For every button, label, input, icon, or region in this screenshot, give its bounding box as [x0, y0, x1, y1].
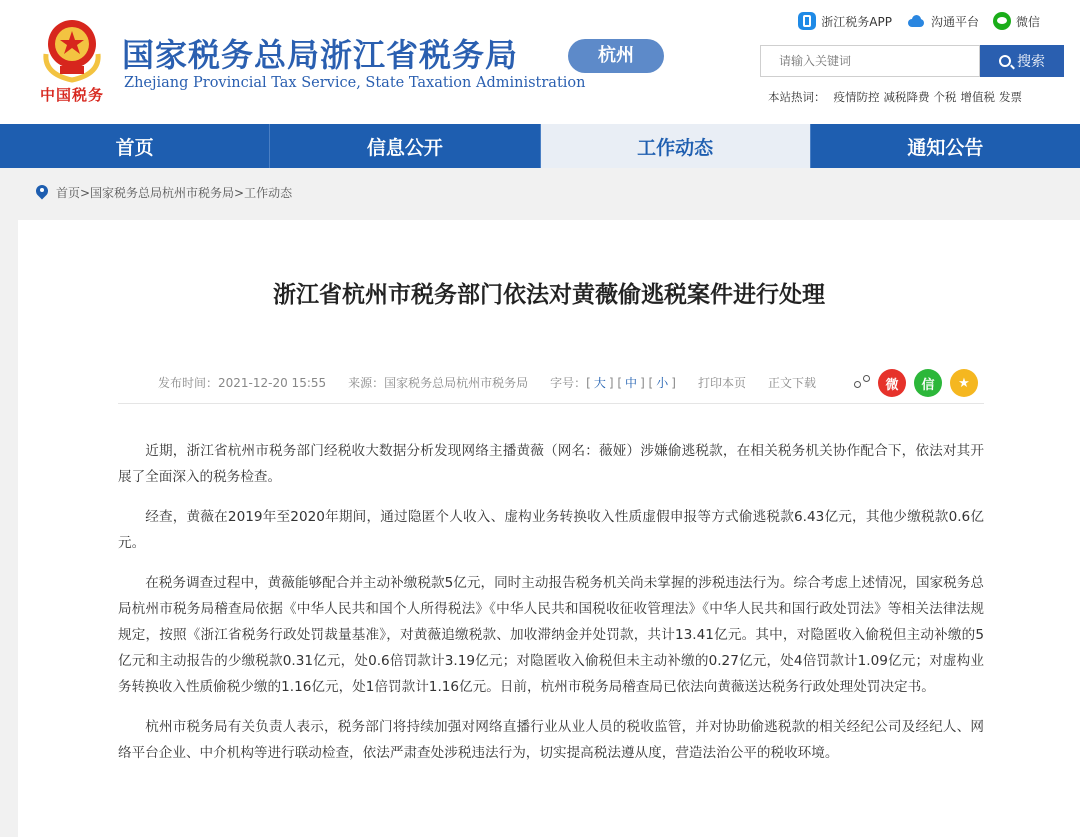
share-bar [854, 369, 978, 397]
favorite-star-icon[interactable]: ★ [950, 369, 978, 397]
article-paragraph: 杭州市税务局有关负责人表示，税务部门将持续加强对网络直播行业从业人员的税收监管，并对协助偷逃税款的相关经纪公司及经纪人、网络平台企业、中介机构等进行联动检查，依法严肃查处涉税违法行为，切实提高税法遵从度，营造法治公平的税收环境。 [118, 719, 984, 761]
hot-word-link[interactable]: 增值税 [960, 90, 995, 104]
search-icon [999, 55, 1011, 67]
share-icon [854, 375, 870, 391]
article-source: 来源：国家税务总局杭州市税务局 [348, 376, 529, 390]
top-link-app[interactable] [798, 12, 892, 30]
cloud-icon [906, 14, 926, 28]
wechat-icon [993, 12, 1011, 30]
wechat-share-icon[interactable]: 信 [914, 369, 942, 397]
hot-word-link[interactable]: 疫情防控 [833, 90, 880, 104]
article-body [118, 438, 984, 780]
hot-words-label: 本站热词： [768, 90, 826, 104]
download-link[interactable]: 正文下载 [767, 376, 816, 390]
nav-item-notices[interactable]: 通知公告 [907, 136, 984, 159]
top-link-label: 浙江税务APP [821, 14, 892, 29]
tax-emblem-icon [38, 14, 106, 84]
publish-time: 发布时间：2021-12-20 15:55 [158, 376, 327, 390]
main-nav [0, 124, 1080, 168]
top-link-label: 沟通平台 [930, 14, 979, 29]
top-links [798, 12, 1040, 30]
hot-word-link[interactable]: 个税 [933, 90, 957, 104]
search-button-label: 搜索 [1017, 54, 1045, 70]
hot-word-link[interactable]: 减税降费 [883, 90, 930, 104]
breadcrumb [36, 184, 292, 201]
location-pin-icon [36, 185, 48, 200]
print-link[interactable]: 打印本页 [697, 376, 746, 390]
phone-app-icon [798, 12, 816, 30]
site-title[interactable]: 国家税务总局浙江省税务局 [122, 36, 519, 74]
article-title: 浙江省杭州市税务部门依法对黄薇偷逃税案件进行处理 [273, 282, 825, 308]
article-paragraph: 近期，浙江省杭州市税务部门经税收大数据分析发现网络主播黄薇（网名：薇娅）涉嫌偷逃税款，在相关税务机关协作配合下，依法对其开展了全面深入的税务检查。 [118, 443, 984, 485]
top-link-platform[interactable] [906, 13, 979, 30]
nav-item-info[interactable]: 信息公开 [270, 124, 540, 168]
nav-item-work-news[interactable]: 工作动态 [541, 124, 811, 168]
logo-caption: 中国税务 [40, 86, 105, 104]
font-medium-link[interactable]: 中 [625, 376, 638, 390]
site-subtitle: Zhejiang Provincial Tax Service, State Taxation Administration [124, 75, 586, 91]
weibo-share-icon[interactable]: 微 [878, 369, 906, 397]
city-badge[interactable]: 杭州 [568, 39, 664, 73]
font-small-link[interactable]: 小 [656, 376, 669, 390]
article-paragraph: 在税务调查过程中，黄薇能够配合并主动补缴税款5亿元，同时主动报告税务机关尚未掌握的涉税违法行为。综合考虑上述情况，国家税务总局杭州市税务局稽查局依据《中华人民共和国个人所得税法》《中华人民共和国税收征收管理法》《中华人民共和国行政处罚法》等相关法律法规规定，按照《浙江省税务行政处罚裁量基准》，对黄薇追缴税款、加收滞纳金并处罚款，共计13.41亿元。其中，对隐匿收入偷税但主动补缴的5亿元和主动报告的少缴税款0.31亿元，处0.6倍罚款计3.19亿元；对隐匿收入偷税但未主动补缴的0.27亿元，处4倍罚款计1.09亿元；对虚构业务转换收入性质偷税少缴的1.16亿元，处1倍罚款计1.16亿元。日前，杭州市税务局稽查局已依法向黄薇送达税务行政处理处罚决定书。 [118, 575, 984, 695]
breadcrumb-text[interactable]: 首页>国家税务总局杭州市税务局>工作动态 [56, 186, 293, 200]
nav-item-home[interactable]: 首页 [0, 124, 270, 168]
hot-word-link[interactable]: 发票 [999, 90, 1022, 104]
font-size-control: 字号：[ 大 ] [ 中 ] [ 小 ] [550, 376, 676, 390]
site-header [0, 0, 1080, 124]
top-link-label: 微信 [1015, 14, 1040, 29]
meta-divider [118, 403, 984, 404]
search-input[interactable] [760, 45, 980, 77]
top-link-wechat[interactable] [993, 12, 1040, 30]
article-panel [18, 220, 1080, 837]
article-paragraph: 经查，黄薇在2019年至2020年期间，通过隐匿个人收入、虚构业务转换收入性质虚假申报等方式偷逃税款6.43亿元，其他少缴税款0.6亿元。 [118, 509, 984, 551]
hot-words [768, 89, 1022, 105]
font-large-link[interactable]: 大 [593, 376, 606, 390]
search-button[interactable] [980, 45, 1064, 77]
article-meta [158, 374, 838, 391]
